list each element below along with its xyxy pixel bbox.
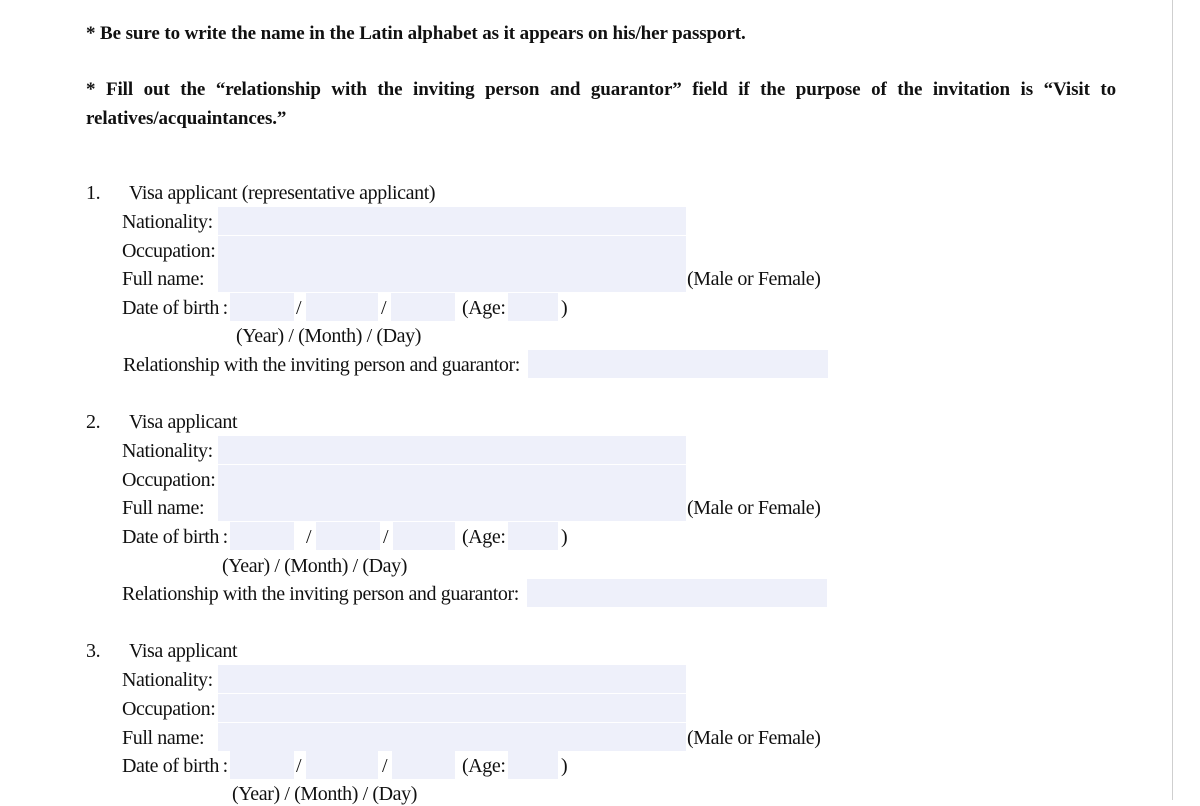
age-field[interactable] <box>508 293 558 321</box>
occupation-label: Occupation: <box>122 469 216 491</box>
full-name-label: Full name: <box>122 727 205 749</box>
relationship-label: Relationship with the inviting person and guarantor: <box>123 354 520 376</box>
nationality-field[interactable] <box>218 436 686 464</box>
age-field[interactable] <box>508 751 558 779</box>
date-of-birth-label: Date of birth : <box>122 526 228 548</box>
page-edge <box>1172 0 1173 800</box>
gender-hint: (Male or Female) <box>687 497 821 519</box>
occupation-field[interactable] <box>218 694 686 722</box>
date-separator: / <box>296 297 302 319</box>
date-separator: / <box>383 526 389 548</box>
birth-day-field[interactable] <box>392 751 455 779</box>
birth-month-field[interactable] <box>306 751 378 779</box>
relationship-field[interactable] <box>528 350 828 378</box>
date-separator: / <box>296 755 302 777</box>
date-separator: / <box>382 755 388 777</box>
full-name-field[interactable] <box>218 264 686 292</box>
applicant-title: Visa applicant (representative applicant) <box>129 182 436 204</box>
full-name-label: Full name: <box>122 497 205 519</box>
date-of-birth-label: Date of birth : <box>122 297 228 319</box>
note-relationship: * Fill out the “relationship with the inviting person and guarantor” field if the purpose of the invitation is “Visit to relatives/acquaintances.” <box>86 79 1116 129</box>
applicant-number: 1. <box>86 182 101 204</box>
birth-month-field[interactable] <box>306 293 378 321</box>
nationality-label: Nationality: <box>122 669 213 691</box>
relationship-field[interactable] <box>527 579 827 607</box>
age-label: (Age: <box>462 526 506 548</box>
date-format-hint: (Year) / (Month) / (Day) <box>236 325 421 347</box>
occupation-field[interactable] <box>218 465 686 493</box>
age-label: (Age: <box>462 297 506 319</box>
birth-month-field[interactable] <box>316 522 380 550</box>
age-field[interactable] <box>508 522 558 550</box>
date-format-hint: (Year) / (Month) / (Day) <box>222 555 407 577</box>
applicant-title: Visa applicant <box>129 411 238 433</box>
nationality-label: Nationality: <box>122 440 213 462</box>
birth-year-field[interactable] <box>230 522 294 550</box>
nationality-field[interactable] <box>218 207 686 235</box>
birth-year-field[interactable] <box>230 293 294 321</box>
birth-day-field[interactable] <box>391 293 455 321</box>
full-name-field[interactable] <box>218 723 686 751</box>
birth-year-field[interactable] <box>230 751 294 779</box>
full-name-field[interactable] <box>218 493 686 521</box>
occupation-label: Occupation: <box>122 240 216 262</box>
date-of-birth-label: Date of birth : <box>122 755 228 777</box>
date-separator: / <box>381 297 387 319</box>
occupation-label: Occupation: <box>122 698 216 720</box>
age-close-paren: ) <box>561 755 568 777</box>
applicant-number: 2. <box>86 411 101 433</box>
full-name-label: Full name: <box>122 268 205 290</box>
date-format-hint: (Year) / (Month) / (Day) <box>232 783 417 805</box>
applicant-title: Visa applicant <box>129 640 238 662</box>
age-close-paren: ) <box>561 297 568 319</box>
age-label: (Age: <box>462 755 506 777</box>
relationship-label: Relationship with the inviting person and guarantor: <box>122 583 519 605</box>
date-separator: / <box>306 526 312 548</box>
gender-hint: (Male or Female) <box>687 727 821 749</box>
nationality-label: Nationality: <box>122 211 213 233</box>
birth-day-field[interactable] <box>393 522 455 550</box>
applicant-number: 3. <box>86 640 101 662</box>
occupation-field[interactable] <box>218 236 686 264</box>
nationality-field[interactable] <box>218 665 686 693</box>
age-close-paren: ) <box>561 526 568 548</box>
gender-hint: (Male or Female) <box>687 268 821 290</box>
note-latin-name: * Be sure to write the name in the Latin alphabet as it appears on his/her passport. <box>86 23 746 44</box>
